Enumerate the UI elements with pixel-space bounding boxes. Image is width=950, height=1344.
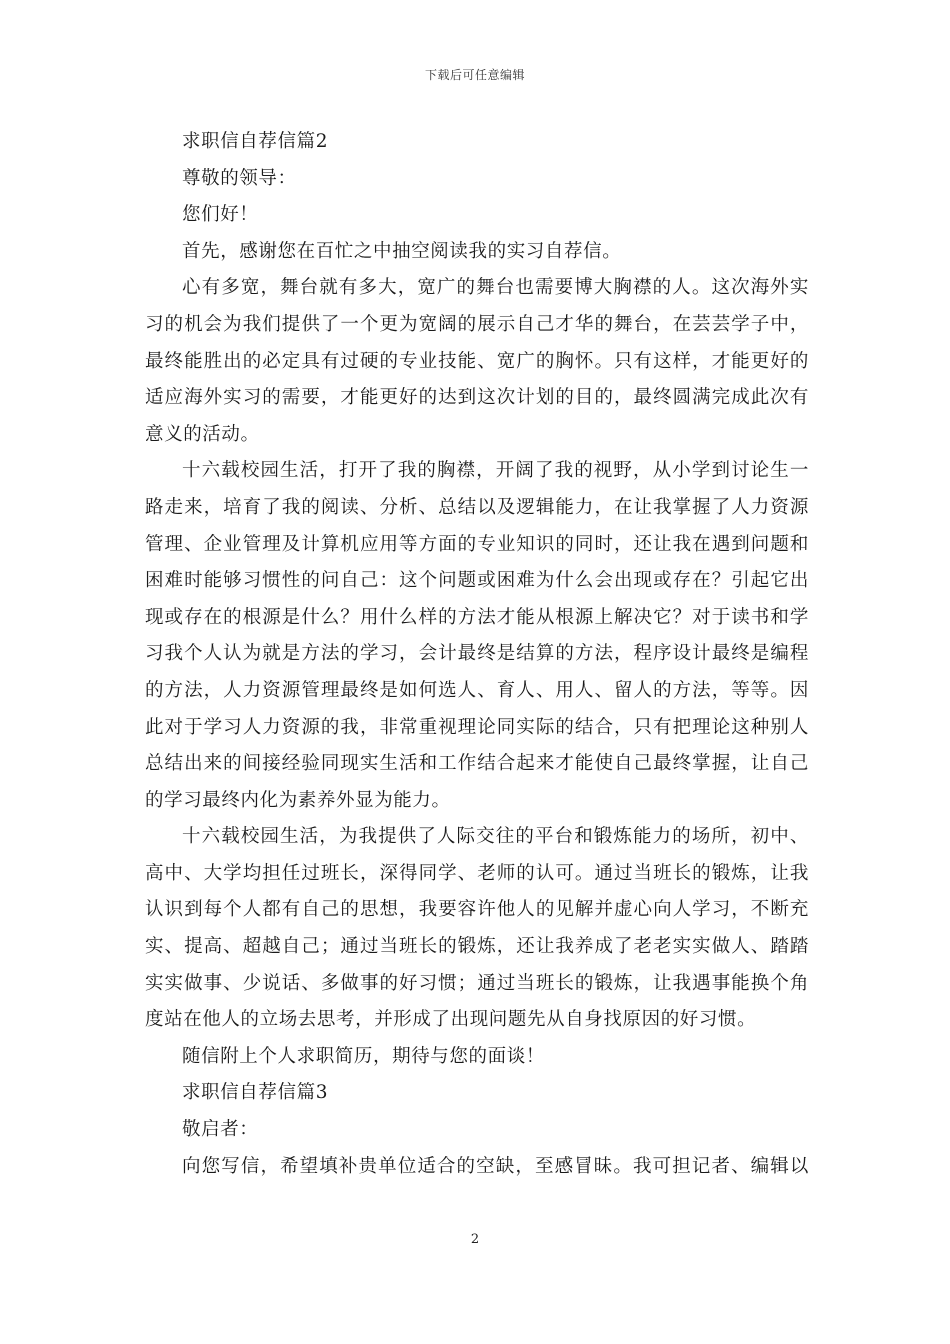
text-line: 的学习最终内化为素养外显为能力。 [145,789,451,811]
text-line: 十六载校园生活，打开了我的胸襟，开阔了我的视野，从小学到讨论生一 [182,460,809,482]
text-line: 现或存在的根源是什么？用什么样的方法才能从根源上解决它？对于读书和学 [145,606,809,628]
text-line: 习的机会为我们提供了一个更为宽阔的展示自己才华的舞台，在芸芸学子中， [145,313,809,335]
text-line: 管理、企业管理及计算机应用等方面的专业知识的同时，还让我在遇到问题和 [145,533,809,555]
text-line: 高中、大学均担任过班长，深得同学、老师的认可。通过当班长的锻炼，让我 [145,862,809,884]
text-line: 求职信自荐信篇3 [182,1082,329,1104]
page-number: 2 [470,1232,480,1247]
text-line: 向您写信，希望填补贵单位适合的空缺，至感冒昧。我可担记者、编辑以 [182,1155,809,1177]
text-line: 十六载校园生活，为我提供了人际交往的平台和锻炼能力的场所，初中、 [182,826,809,848]
text-line: 首先，感谢您在百忙之中抽空阅读我的实习自荐信。 [182,240,622,262]
text-line: 认识到每个人都有自己的思想，我要容许他人的见解并虚心向人学习，不断充 [145,899,809,921]
text-line: 心有多宽，舞台就有多大，宽广的舞台也需要博大胸襟的人。这次海外实 [182,277,809,299]
text-line: 求职信自荐信篇2 [182,131,329,152]
text-line: 路走来，培育了我的阅读、分析、总结以及逻辑能力，在让我掌握了人力资源 [145,496,809,518]
text-line: 总结出来的间接经验同现实生活和工作结合起来才能使自己最终掌握，让自己 [145,753,809,775]
text-line: 最终能胜出的必定具有过硬的专业技能、宽广的胸怀。只有这样，才能更好的 [145,350,809,372]
text-line: 此对于学习人力资源的我，非常重视理论同实际的结合，只有把理论这种别人 [145,716,809,738]
text-line: 尊敬的领导： [182,167,297,189]
text-line: 实、提高、超越自己；通过当班长的锻炼，还让我养成了老老实实做人、踏踏 [145,936,809,958]
text-line: 困难时能够习惯性的问自己：这个问题或困难为什么会出现或存在？引起它出 [145,570,809,592]
text-line: 度站在他人的立场去思考，并形成了出现问题先从自身找原因的好习惯。 [145,1009,757,1031]
text-line: 实实做事、少说话、多做事的好习惯；通过当班长的锻炼，让我遇事能换个角 [145,972,809,994]
text-line: 适应海外实习的需要，才能更好的达到这次计划的目的，最终圆满完成此次有 [145,387,809,409]
page-header: 下载后可任意编辑 [424,68,525,82]
text-line: 随信附上个人求职简历，期待与您的面谈！ [182,1045,545,1067]
text-line: 意义的活动。 [145,423,260,445]
document-body [145,124,809,1185]
text-line: 习我个人认为就是方法的学习，会计最终是结算的方法，程序设计最终是编程 [145,643,809,665]
text-line: 的方法，人力资源管理最终是如何选人、育人、用人、留人的方法，等等。因 [145,679,809,701]
text-line: 敬启者： [182,1119,259,1141]
text-line: 您们好！ [182,204,259,226]
